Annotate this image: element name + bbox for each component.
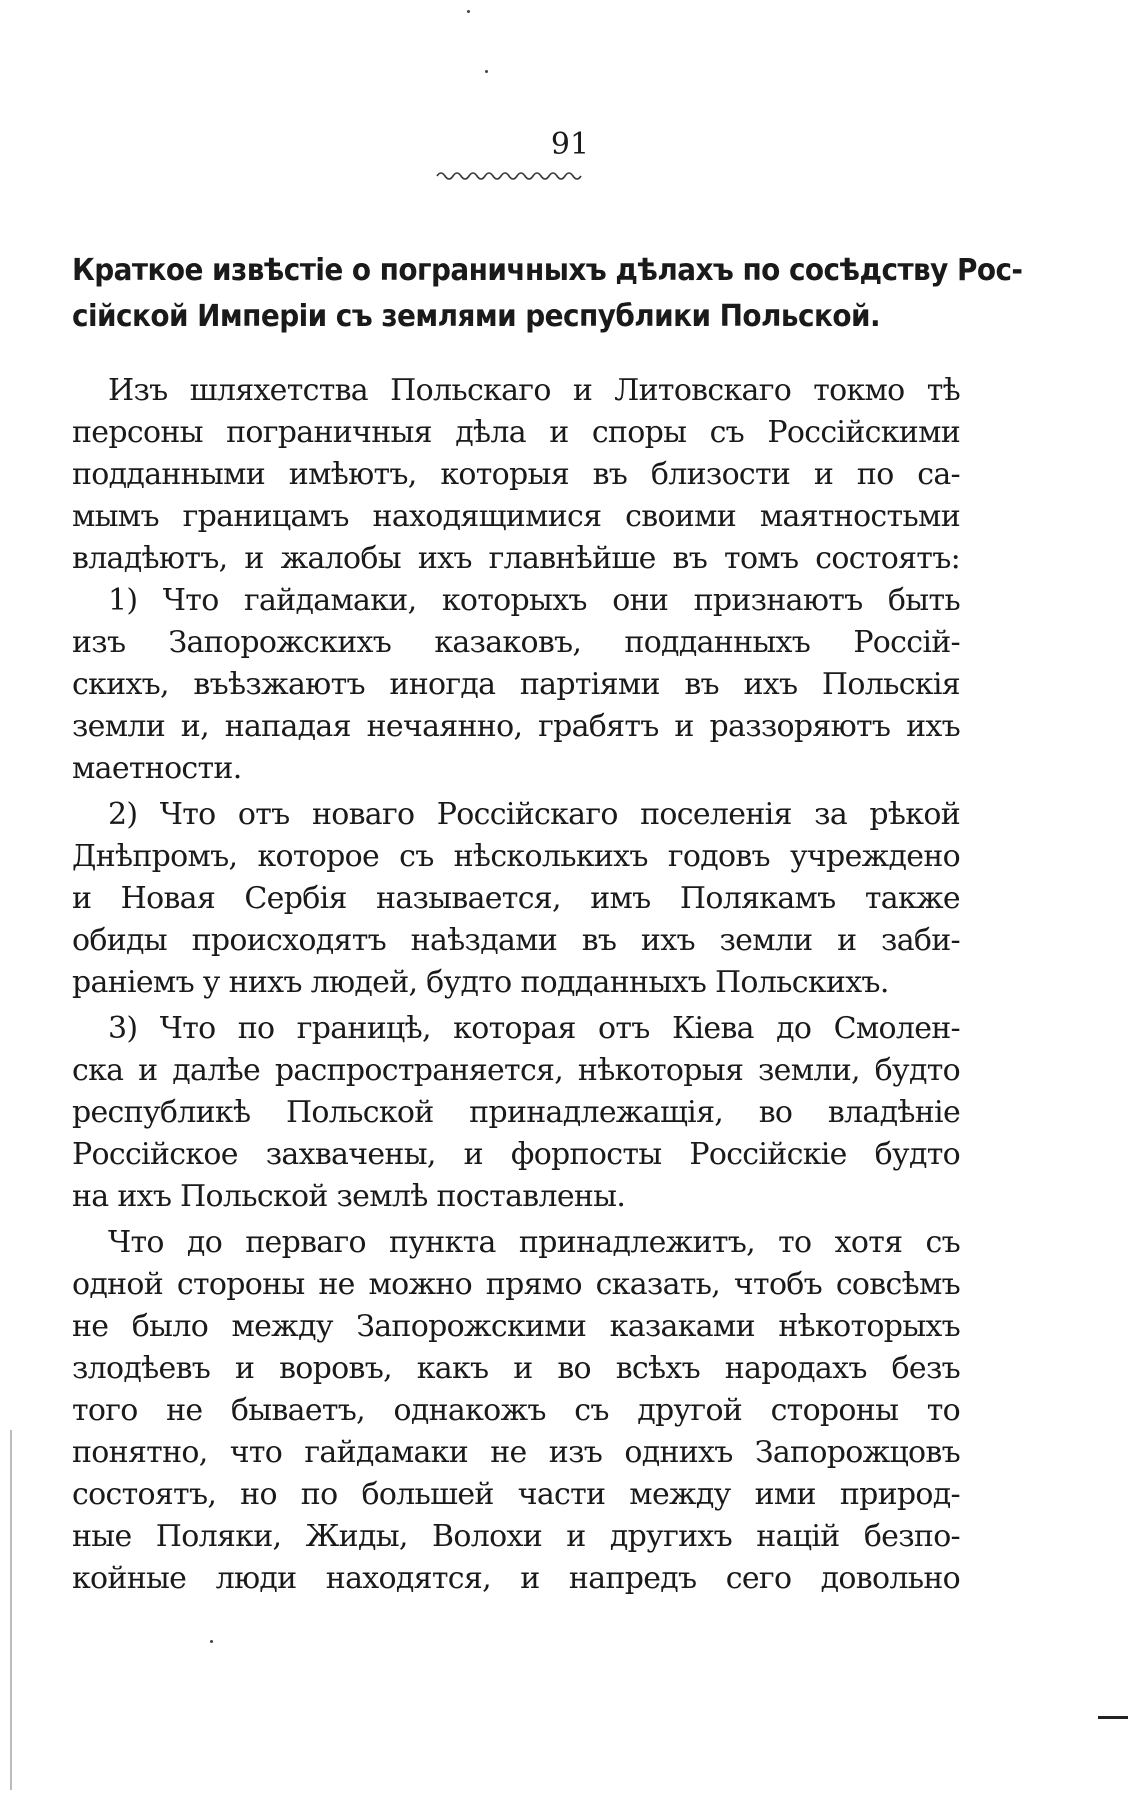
text-line: владѣютъ, и жалобы ихъ главнѣйше въ томъ состоятъ: xyxy=(72,541,960,576)
scan-speck xyxy=(485,70,488,73)
scan-speck xyxy=(210,1640,213,1643)
text-line: не было между Запорожскими казаками нѣкоторыхъ xyxy=(72,1309,960,1344)
text-line: Изъ шляхетства Польскаго и Литовскаго токмо тѣ xyxy=(108,373,960,408)
text-line: 3) Что по границѣ, которая отъ Кіева до Смолен- xyxy=(108,1011,960,1046)
title-line: сійской Имперіи съ землями республики Польской. xyxy=(72,299,880,334)
text-line: и Новая Сербія называется, имъ Полякамъ также xyxy=(72,881,960,916)
scan-speck xyxy=(467,10,470,13)
text-line: изъ Запорожскихъ казаковъ, подданныхъ Россій- xyxy=(72,625,960,660)
page-number: 91 xyxy=(550,127,590,162)
text-line: злодѣевъ и воровъ, какъ и во всѣхъ народахъ безъ xyxy=(72,1351,960,1386)
text-line: ные Поляки, Жиды, Волохи и другихъ націй безпо- xyxy=(72,1519,960,1554)
text-line: на ихъ Польской землѣ поставлены. xyxy=(72,1179,626,1214)
text-line: одной стороны не можно прямо сказать, чтобъ совсѣмъ xyxy=(72,1267,960,1302)
text-line: обиды происходятъ наѣздами въ ихъ земли и заби- xyxy=(72,923,960,958)
text-line: 1) Что гайдамаки, которыхъ они признаютъ быть xyxy=(108,583,960,618)
section-title xyxy=(72,248,1023,340)
text-line: мымъ границамъ находящимися своими маятностьми xyxy=(72,499,960,534)
text-line: Россійское захвачены, и форпосты Россійскіе будто xyxy=(72,1137,960,1172)
wavy-rule-ornament xyxy=(435,168,585,182)
text-line: раніемъ у нихъ людей, будто подданныхъ Польскихъ. xyxy=(72,965,889,1000)
text-line: персоны пограничныя дѣла и споры съ Россійскими xyxy=(72,415,960,450)
text-line: 2) Что отъ новаго Россійскаго поселенія за рѣкой xyxy=(108,797,960,832)
text-line: Что до перваго пункта принадлежитъ, то хотя съ xyxy=(108,1225,960,1260)
text-line: состоятъ, но по большей части между ими природ- xyxy=(72,1477,960,1512)
text-line: Днѣпромъ, которое съ нѣсколькихъ годовъ учреждено xyxy=(72,839,960,874)
text-line: ска и далѣе распространяется, нѣкоторыя земли, будто xyxy=(72,1053,960,1088)
text-line: скихъ, въѣзжаютъ иногда партіями въ ихъ Польскія xyxy=(72,667,960,702)
text-line: маетности. xyxy=(72,751,242,786)
text-line: того не бываетъ, однакожъ съ другой стороны то xyxy=(72,1393,960,1428)
scan-edge-line xyxy=(10,1430,12,1790)
text-line: республикѣ Польской принадлежащія, во владѣніе xyxy=(72,1095,960,1130)
text-line: подданными имѣютъ, которыя въ близости и по са- xyxy=(72,457,960,492)
text-line: понятно, что гайдамаки не изъ однихъ Запорожцовъ xyxy=(72,1435,960,1470)
text-line: койные люди находятся, и напредъ сего довольно xyxy=(72,1561,960,1596)
body-text xyxy=(72,370,960,1600)
text-line: земли и, нападая нечаянно, грабятъ и раззоряютъ ихъ xyxy=(72,709,960,744)
title-line: Краткое извѣстіе о пограничныхъ дѣлахъ по сосѣдству Рос- xyxy=(72,253,1023,288)
margin-dash xyxy=(1098,1716,1128,1719)
